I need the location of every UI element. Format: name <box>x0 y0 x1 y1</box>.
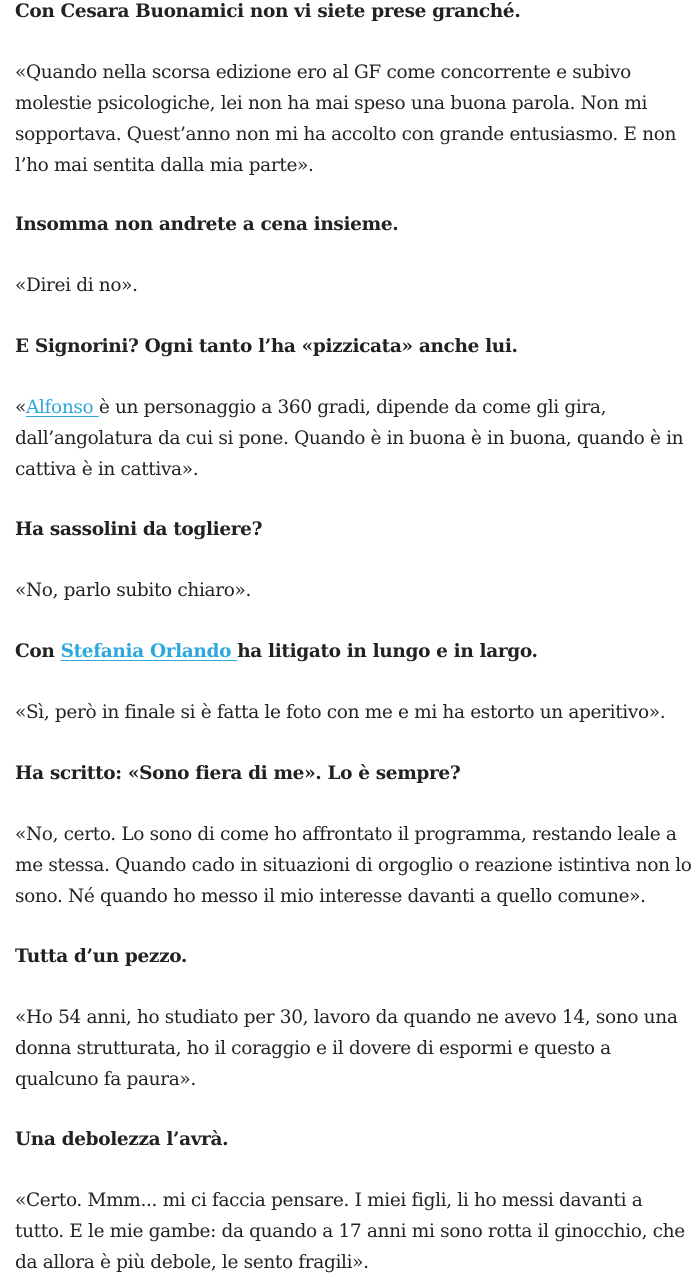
answer-pezzo: «Ho 54 anni, ho studiato per 30, lavoro da quando ne avevo 14, sono una donna strutturata, ho il coraggio e il dovere di espormi e questo a qualcuno fa paura». <box>15 1007 678 1090</box>
question-orlando <box>15 636 538 667</box>
answer-orlando: «Sì, però in finale si è fatta le foto con me e mi ha estorto un aperitivo». <box>15 702 666 723</box>
question-fiera: Ha scritto: «Sono fiera di me». Lo è sempre? <box>15 763 461 784</box>
answer-debolezza: «Certo. Mmm... mi ci faccia pensare. I miei figli, li ho messi davanti a tutto. E le mie gambe: da quando a 17 anni mi sono rotta il ginocchio, che da allora è più debole, le sento fragili». <box>15 1190 685 1273</box>
question-pezzo: Tutta d’un pezzo. <box>15 946 187 967</box>
answer-buonamici: «Quando nella scorsa edizione ero al GF come concorrente e subivo molestie psicologiche, lei non ha mai speso una buona parola. Non mi sopportava. Quest’anno non mi ha accolto con grande entusiasmo. E non l’ho mai sentita dalla mia parte». <box>15 62 677 176</box>
question-cena: Insomma non andrete a cena insieme. <box>15 214 399 235</box>
question-signorini: E Signorini? Ogni tanto l’ha «pizzicata» anche lui. <box>15 336 518 357</box>
question-debolezza: Una debolezza l’avrà. <box>15 1129 229 1150</box>
answer-cena: «Direi di no». <box>15 275 138 296</box>
alfonso-link[interactable]: Alfonso <box>25 397 99 418</box>
question-buonamici: Con Cesara Buonamici non vi siete prese granché. <box>15 1 521 22</box>
question-sassolini: Ha sassolini da togliere? <box>15 519 263 540</box>
question-orlando-post: ha litigato in lungo e in largo. <box>237 641 538 662</box>
stefania-orlando-link[interactable]: Stefania Orlando <box>60 641 238 662</box>
answer-fiera: «No, certo. Lo sono di come ho affrontato il programma, restando leale a me stessa. Quando cado in situazioni di orgoglio o reazione istintiva non lo sono. Né quando ho messo il mio interesse davanti a quello comune». <box>15 824 692 907</box>
question-orlando-pre: Con <box>15 641 61 662</box>
answer-signorini-open: « <box>15 397 26 418</box>
answer-sassolini: «No, parlo subito chiaro». <box>15 580 251 601</box>
answer-signorini-text: è un personaggio a 360 gradi, dipende da come gli gira, dall’angolatura da cui si pone. Quando è in buona è in buona, quando è in cattiva è in cattiva». <box>15 397 684 480</box>
answer-signorini <box>15 392 695 485</box>
